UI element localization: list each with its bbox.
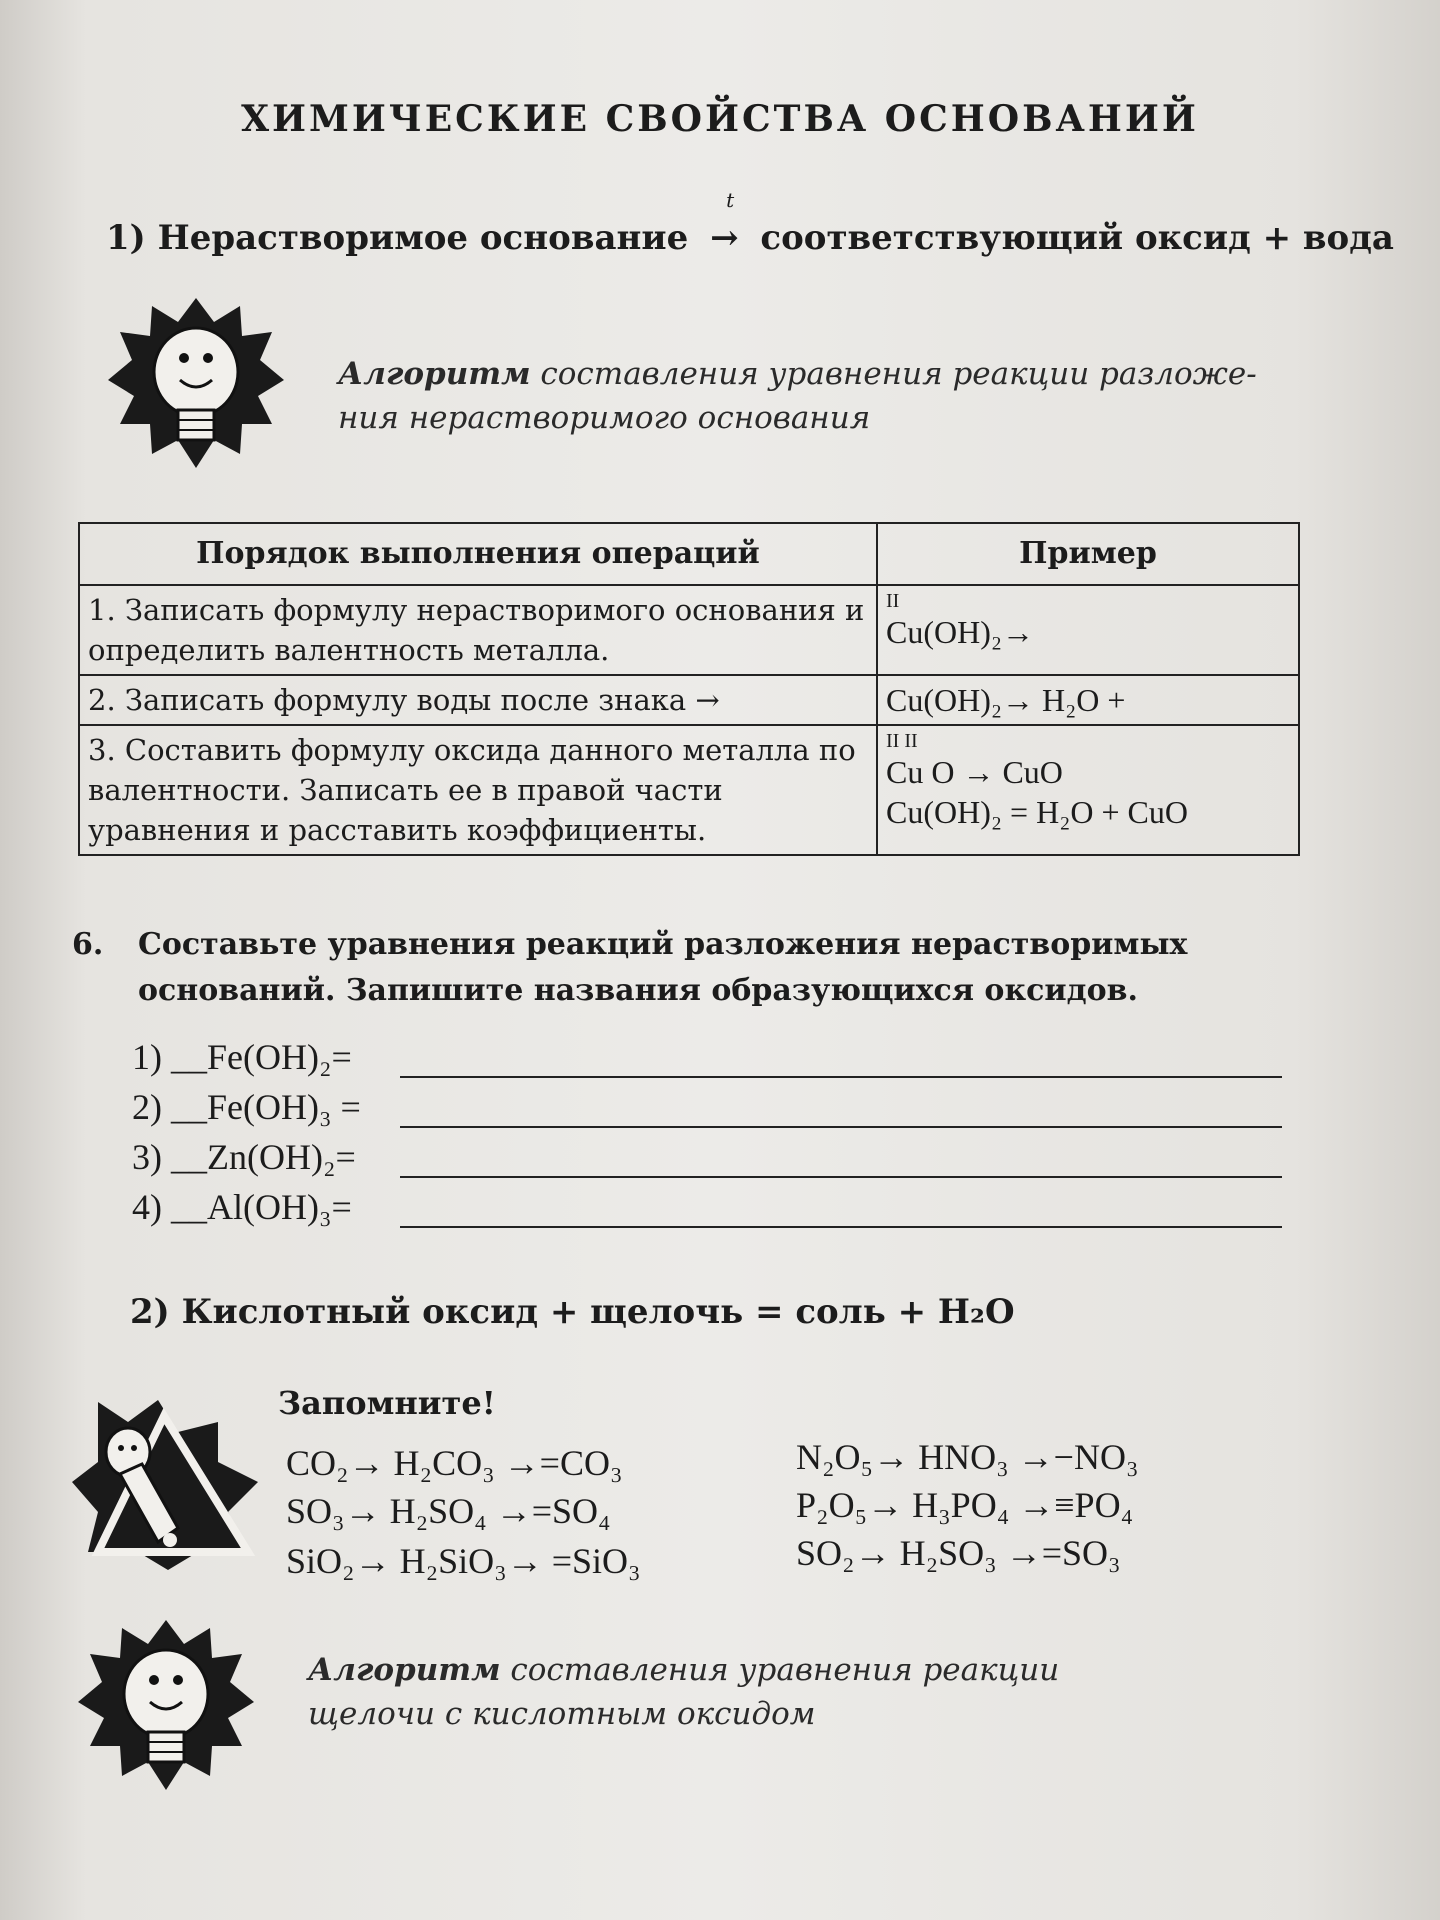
table-step-cell: 3. Составить формулу оксида данного металла по валентности. Записать ее в правой части уравнения и расставить коэффициенты. xyxy=(79,725,877,855)
table-header-example: Пример xyxy=(877,523,1299,585)
page-title: ХИМИЧЕСКИЕ СВОЙСТВА ОСНОВАНИЙ xyxy=(241,98,1199,140)
lightbulb-mascot-icon xyxy=(76,1614,256,1794)
mascot-triangle-icon xyxy=(68,1392,268,1572)
table-row xyxy=(79,675,1299,725)
operations-table xyxy=(78,522,1300,856)
formula-line: N₂O₅→ HNO₃ →−NO₃ xyxy=(796,1437,1139,1477)
valence-label: II II xyxy=(886,730,918,752)
equation-label: 4) __Al(OH)₃= xyxy=(132,1187,352,1227)
remember-title: Запомните! xyxy=(278,1384,496,1422)
answer-line xyxy=(132,1186,1282,1234)
table-step-cell: 2. Записать формулу воды после знака → xyxy=(79,675,877,725)
equation-label: 1) __Fe(OH)₂= xyxy=(132,1037,352,1077)
formula-line: SO₂→ H₂SO₃ →=SO₃ xyxy=(796,1533,1121,1573)
answer-line xyxy=(132,1136,1282,1184)
table-header-steps: Порядок выполнения операций xyxy=(79,523,877,585)
table-example-cell xyxy=(877,725,1299,855)
algorithm-1-bold: Алгоритм xyxy=(338,356,531,392)
example-formula: Cu(OH)₂→ xyxy=(886,614,1035,650)
table-row xyxy=(79,585,1299,675)
heating-arrow xyxy=(710,188,739,258)
answer-blank[interactable] xyxy=(400,1076,1282,1078)
example-formula: Cu(OH)₂→ H₂O + xyxy=(886,682,1126,718)
table-row xyxy=(79,725,1299,855)
formula-line: SO₃→ H₂SO₄ →=SO₄ xyxy=(286,1491,611,1531)
example-formula: Cu O → CuO xyxy=(886,754,1063,790)
answer-line xyxy=(132,1086,1282,1134)
algorithm-1-note xyxy=(338,352,1318,440)
arrow-glyph: → xyxy=(710,218,739,258)
section-1-right: соответствующий оксид + вода xyxy=(760,218,1394,258)
answer-line xyxy=(132,1036,1282,1084)
example-equation: Cu(OH)₂ = H₂O + CuO xyxy=(886,794,1188,830)
table-example-cell xyxy=(877,675,1299,725)
section-2-heading: 2) Кислотный оксид + щелочь = соль + H₂O xyxy=(130,1292,1015,1332)
algorithm-2-note xyxy=(308,1648,1208,1736)
table-example-cell xyxy=(877,585,1299,675)
algorithm-2-line1: составления уравнения реакции xyxy=(510,1652,1060,1688)
table-header-row xyxy=(79,523,1299,585)
task-number: 6. xyxy=(72,927,104,962)
section-1-left: 1) Нерастворимое основание xyxy=(106,218,689,258)
table-step-cell: 1. Записать формулу нерастворимого основания и определить валентность металла. xyxy=(79,585,877,675)
formula-line: CO₂→ H₂CO₃ →=CO₃ xyxy=(286,1443,623,1483)
task-6 xyxy=(72,922,1312,1014)
answer-blank[interactable] xyxy=(400,1176,1282,1178)
formula-line: P₂O₅→ H₃PO₄ →≡PO₄ xyxy=(796,1485,1134,1525)
equation-label: 3) __Zn(OH)₂= xyxy=(132,1137,356,1177)
valence-label: II xyxy=(886,590,900,612)
formula-line: SiO₂→ H₂SiO₃→ =SiO₃ xyxy=(286,1541,641,1581)
equation-label: 2) __Fe(OH)₃ = xyxy=(132,1087,361,1127)
algorithm-2-bold: Алгоритм xyxy=(308,1652,501,1688)
task-text: Составьте уравнения реакций разложения нерастворимых оснований. Запишите названия образующихся оксидов. xyxy=(138,927,1188,1008)
answer-blank[interactable] xyxy=(400,1226,1282,1228)
algorithm-2-line2: щелочи с кислотным оксидом xyxy=(308,1696,816,1732)
answer-blank[interactable] xyxy=(400,1126,1282,1128)
algorithm-1-line1: составления уравнения реакции разложе- xyxy=(540,356,1257,392)
algorithm-1-line2: ния нерастворимого основания xyxy=(338,400,871,436)
lightbulb-mascot-icon xyxy=(106,292,286,472)
heating-label: t xyxy=(726,188,735,212)
section-1-heading xyxy=(106,188,1394,258)
